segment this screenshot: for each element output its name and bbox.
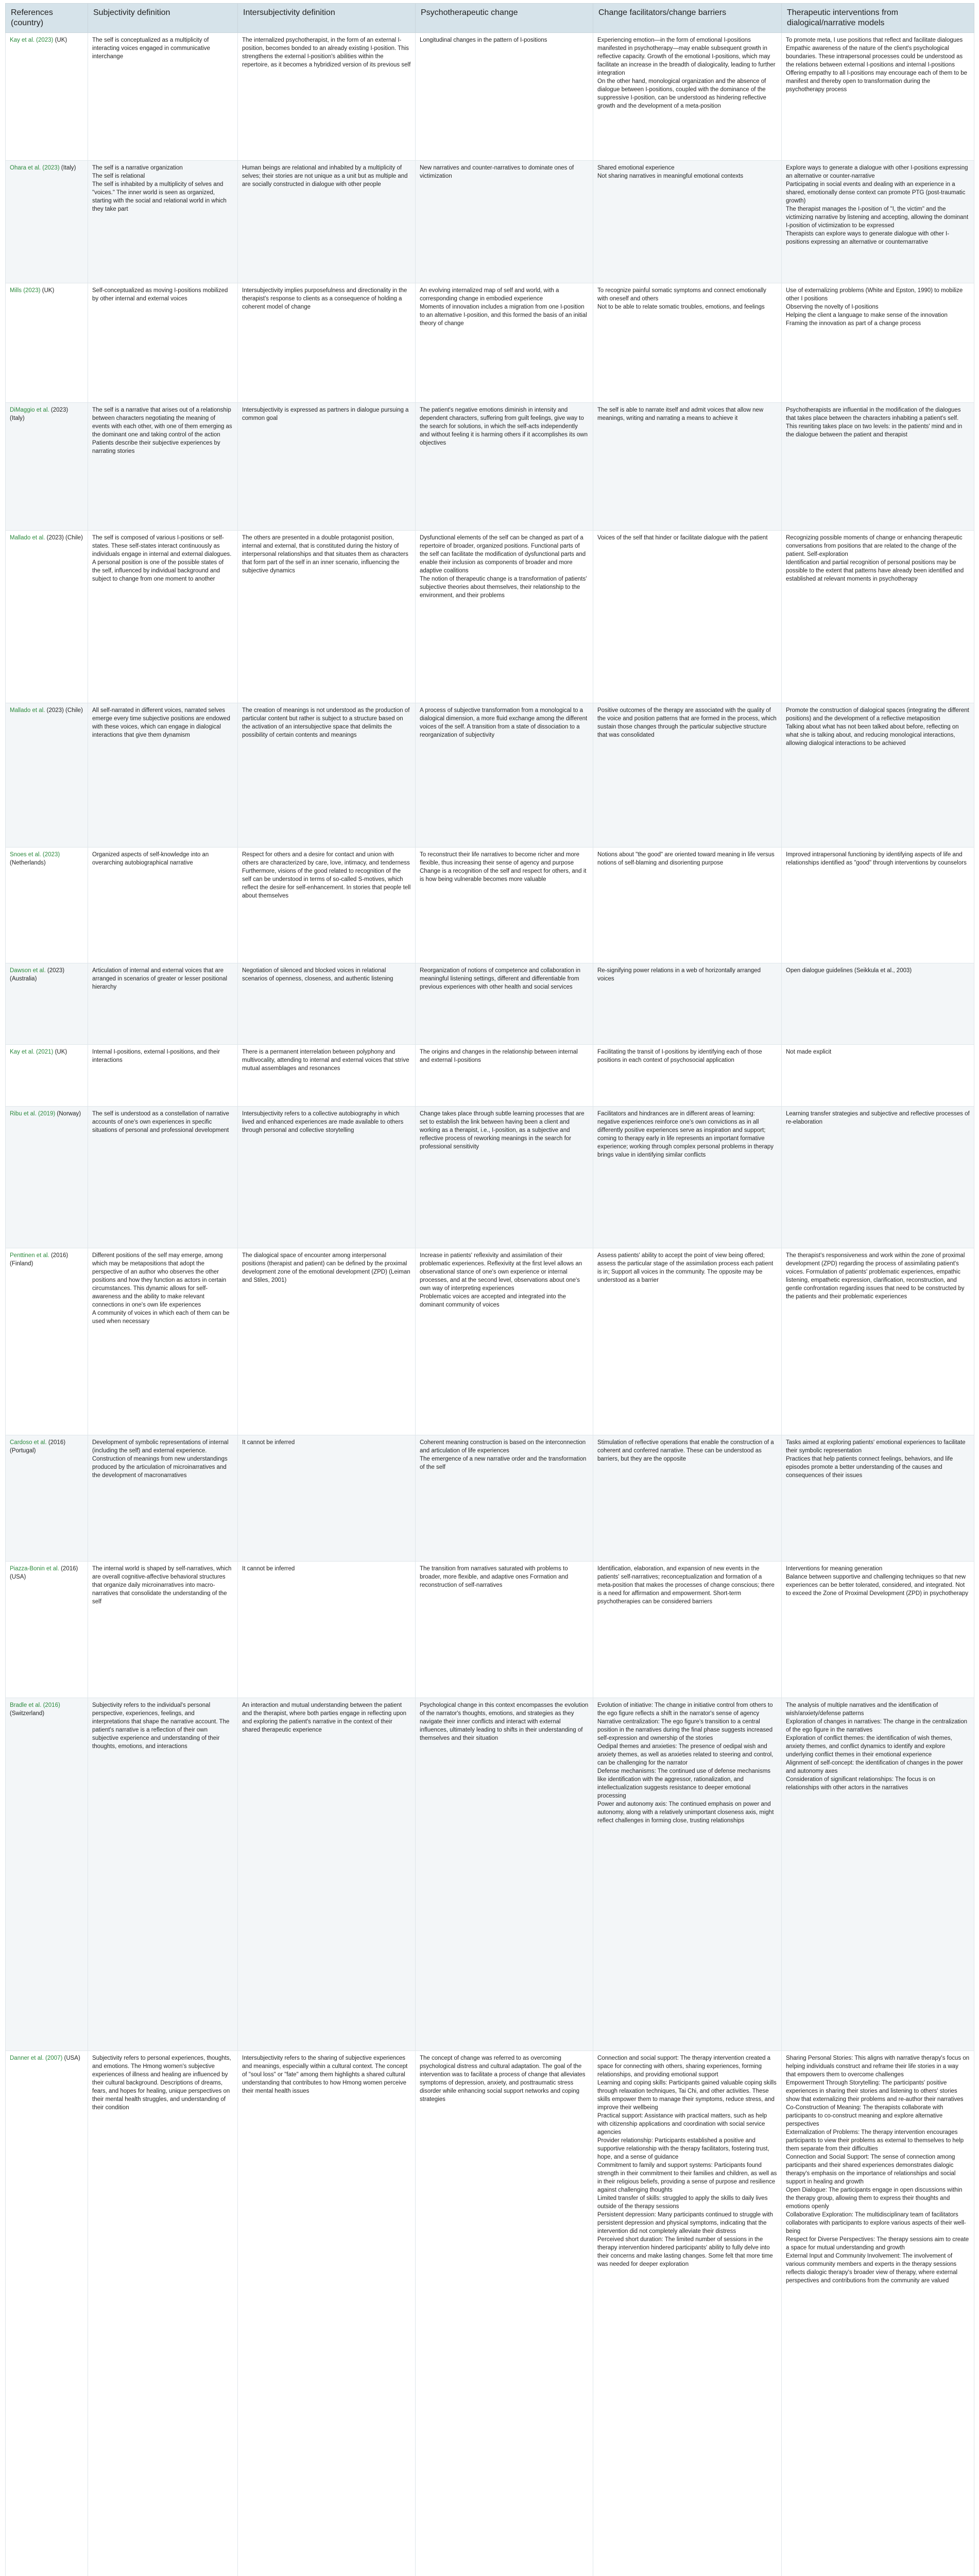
table-row [6, 1698, 974, 2051]
cell-text: The self is a narrative organization The self is relational The self is inhabited by a multiplicity of selves and "voices." The inner world is seen as organized, starting with the social and relational world in which they take part [92, 165, 227, 212]
reference-country: (2023) (Chile) [46, 535, 83, 541]
subjectivity-cell [88, 161, 238, 283]
cell-text: Organized aspects of self-knowledge into an overarching autobiographical narrative [92, 852, 209, 866]
reference-link[interactable]: Kay et al. (2021) [10, 1049, 54, 1055]
interventions-cell [782, 1562, 974, 1698]
interventions-cell [782, 531, 974, 703]
interventions-cell [782, 848, 974, 963]
interventions-cell [782, 963, 974, 1045]
cell-text: Subjectivity refers to personal experiences, thoughts, and emotions. The Hmong women's subjective experiences of illness and healing are influenced by their cultural background. Descriptions of dreams, fears, and hopes for healing, unique perspectives on their mental health struggles, and understanding of their condition [92, 2055, 231, 2111]
subjectivity-cell [88, 703, 238, 848]
change-cell [416, 33, 593, 161]
cell-text: Subjectivity refers to the individual's personal perspective, experiences, feelings, and interpretations that shape the narrative account. The patient's narrative is a reflection of their own subjective experience and understanding of their thoughts, emotions, and interactions [92, 1702, 230, 1750]
reference-country: (2016) (Portugal) [10, 1439, 66, 1454]
reference-cell [6, 2051, 88, 2576]
cell-text: A process of subjective transformation from a monological to a dialogical dimension, a more fluid exchange among the different voices of the self. A transition from a state of dissociation to a reorganization of subjectivity [420, 707, 588, 738]
subjectivity-cell [88, 1045, 238, 1107]
cell-text: Positive outcomes of the therapy are associated with the quality of the voice and position patterns that are formed in the process, which sustain those changes through the particular subjective structure that was consolidated [597, 707, 777, 738]
cell-text: Learning transfer strategies and subjective and reflective processes of re-elaboration [786, 1111, 970, 1125]
reference-country: (Netherlands) [10, 860, 46, 866]
interventions-cell [782, 403, 974, 531]
reference-link[interactable]: Dawson et al. [10, 968, 46, 974]
intersubjectivity-cell [238, 1562, 416, 1698]
table-row [6, 283, 974, 403]
reference-link[interactable]: Kay et al. (2023) [10, 37, 54, 43]
reference-cell [6, 33, 88, 161]
cell-text: Experiencing emotion—in the form of emotional I-positions manifested in psychotherapy—may enable subsequent growth in reflective capacity. Growth of the emotional I-positions, which may facilitate an increase in the breadth of dialogicality, leading to further integration On the other hand, monological organization and the absence of dialogue between I-positions, coupled with the dominance of the suppressive I-position, can be understood as hindering reflective growth and the development of a meta-position [597, 37, 776, 109]
change-cell [416, 2051, 593, 2576]
cell-text: Increase in patients' reflexivity and assimilation of their problematic experiences. Reflexivity at the first level allows an observational stance of one's own experience or internal processes, and at the second level, observations about one's own way of interpreting experiences Problematic voices are accepted and integrated into the dominant community of voices [420, 1252, 582, 1308]
cell-text: Recognizing possible moments of change or enhancing therapeutic conversations from positions that are related to the change of the patient. Self-exploration Identification and partial recognition of personal positions may be possible to the extent that patterns have already been identified and established at relevant moments in psychotherapy [786, 535, 964, 582]
table-row [6, 531, 974, 703]
cell-text: Negotiation of silenced and blocked voices in relational scenarios of openness, closeness, and authentic listening [242, 968, 393, 982]
cell-text: Human beings are relational and inhabited by a multiplicity of selves; their stories are not unique as a unit but as multiple and are socially constructed in dialogue with other people [242, 165, 408, 188]
reference-link[interactable]: Snoes et al. (2023) [10, 852, 60, 858]
cell-text: Interventions for meaning generation Balance between supportive and challenging techniques so that new experiences can be better tolerated, considered, and integrated. Not to exceed the Zone of Proximal Development (ZPD) in psychotherapy [786, 1566, 969, 1597]
cell-text: Intersubjectivity implies purposefulness and directionality in the therapist's response to clients as a consequence of holding a coherent model of change [242, 287, 407, 310]
cell-text: Re-signifying power relations in a web of horizontally arranged voices [597, 968, 761, 982]
intersubjectivity-cell [238, 963, 416, 1045]
reference-cell [6, 963, 88, 1045]
cell-text: The dialogical space of encounter among interpersonal positions (therapist and patient) can be defined by the proximal development zone of the emotional development (ZPD) (Leiman and Stiles, 2001) [242, 1252, 410, 1283]
cell-text: An interaction and mutual understanding between the patient and the therapist, where both parties engage in reflecting upon and exploring the patient's narrative in the context of their shared therapeutic experience [242, 1702, 407, 1733]
cell-text: The patient's negative emotions diminish in intensity and dependent characters, suffering from guilt feelings, give way to the search for solutions, in which the self-acts independently and without feeling it is harming others if it accomplishes its own objectives [420, 407, 588, 446]
interventions-cell [782, 33, 974, 161]
change-cell [416, 703, 593, 848]
intersubjectivity-cell [238, 403, 416, 531]
cell-text: Psychotherapists are influential in the modification of the dialogues that takes place between the characters inhabiting a patient's self. This rewriting takes place on two levels: in the patients' mind and in the dialogue between the patient and therapist [786, 407, 963, 438]
change-cell [416, 403, 593, 531]
facilitators-cell [593, 848, 782, 963]
subjectivity-cell [88, 1562, 238, 1698]
reference-country: (2016) (Finland) [10, 1252, 68, 1267]
reference-link[interactable]: Ohara et al. (2023) [10, 165, 60, 171]
facilitators-cell [593, 403, 782, 531]
cell-text: Connection and social support: The therapy intervention created a space for connecting with others, sharing experiences, forming relationships, and providing emotional support Learning and coping skills: Participants gained valuable coping skills through relaxation techniques, Tai Chi, and other activities. These skills empower them to manage their symptoms, reduce stress, and improve their wellbeing Practical support: Assistance with practical matters, such as help with citizenship applications and coordination with social service agencies Provider relationship: Participants established a positive and supportive relationship with the therapy facilitators, fostering trust, hope, and a sense of guidance Commitment to family and support systems: Participants found strength in their commitment to their families and children, as well as in their religious beliefs, providing a sense of purpose and resilience against challenging thoughts Limited transfer of skills: struggled to apply the skills to daily lives outside of the therapy sessions Persistent depression: Many participants continued to struggle with persistent depression and physical symptoms, indicating that the intervention did not completely alleviate their distress Perceived short duration: The limited number of sessions in the therapy intervention hindered participants' ability to fully delve into their concerns and make lasting changes. Some felt that more time was needed for deeper exploration [597, 2055, 777, 2267]
reference-cell [6, 1562, 88, 1698]
interventions-cell [782, 703, 974, 848]
column-header: Psychotherapeutic change [416, 4, 593, 33]
change-cell [416, 1562, 593, 1698]
cell-text: Not made explicit [786, 1049, 832, 1055]
reference-link[interactable]: Cardoso et al. [10, 1439, 47, 1446]
cell-text: Shared emotional experience Not sharing narratives in meaningful emotional contexts [597, 165, 744, 179]
cell-text: Reorganization of notions of competence and collaboration in meaningful listening settings, different and differentiable from previous experiences with other health and social services [420, 968, 580, 990]
reference-country: (2023) (Italy) [10, 407, 68, 421]
reference-cell [6, 403, 88, 531]
facilitators-cell [593, 283, 782, 403]
cell-text: Different positions of the self may emerge, among which may be metapositions that adopt the perspective of an author who observes the other positions and how they function as actors in certain circumstances. This dynamic allows for self-awareness and the ability to make relevant connections in one's own life experiences A community of voices in which each of them can be used when necessary [92, 1252, 230, 1325]
cell-text: The others are presented in a double protagonist position, internal and external, that is constituted during the history of interpersonal relationships and that situates them as characters that form part of the self in an inner scenario, influencing the subjective dynamics [242, 535, 408, 574]
subjectivity-cell [88, 283, 238, 403]
reference-link[interactable]: Mills (2023) [10, 287, 41, 294]
intersubjectivity-cell [238, 1045, 416, 1107]
cell-text: Facilitators and hindrances are in different areas of learning: negative experiences reinforce one's own convictions as in all differently positive experiences serve as inspiration and support; coming to therapy early in life represents an important formative experience; working through complex personal problems in therapy brings value in identifying similar conflicts [597, 1111, 774, 1158]
reference-cell [6, 703, 88, 848]
cell-text: Stimulation of reflective operations that enable the construction of a coherent and conferred narrative. These can be understood as barriers, but they are the opposite [597, 1439, 774, 1462]
cell-text: Facilitating the transit of I-positions by identifying each of those positions in each context of psychosocial application [597, 1049, 762, 1063]
cell-text: Intersubjectivity refers to a collective autobiography in which lived and enhanced experiences are made available to others through personal and collective storytelling [242, 1111, 404, 1133]
cell-text: Internal I-positions, external I-positions, and their interactions [92, 1049, 220, 1063]
cell-text: To reconstruct their life narratives to become richer and more flexible, thus increasing their sense of agency and purpose Change is a recognition of the self and respect for others, and it is how being vulnerable becomes more valuable [420, 852, 587, 883]
change-cell [416, 531, 593, 703]
cell-text: It cannot be inferred [242, 1566, 295, 1572]
cell-text: The self is conceptualized as a multiplicity of interacting voices engaged in communicative interchange [92, 37, 210, 60]
intersubjectivity-cell [238, 703, 416, 848]
cell-text: New narratives and counter-narratives to dominate ones of victimization [420, 165, 574, 179]
intersubjectivity-cell [238, 1698, 416, 2051]
reference-cell [6, 531, 88, 703]
reference-country: (2023) (Australia) [10, 968, 65, 982]
reference-country: (Norway) [57, 1111, 81, 1117]
interventions-cell [782, 161, 974, 283]
interventions-cell [782, 1435, 974, 1562]
facilitators-cell [593, 703, 782, 848]
reference-link[interactable]: Bradle et al. (2016) [10, 1702, 60, 1708]
change-cell [416, 1248, 593, 1435]
facilitators-cell [593, 531, 782, 703]
cell-text: The analysis of multiple narratives and the identification of wish/anxiety/defense patterns Exploration of changes in narratives: The change in the centralization of the ego figure in the narratives Exploration of conflict themes: the identification of wish themes, anxiety themes, and conflict dynamics to identify and explore underlying conflict themes in their emotional experience Alignment of self-concept: the identification of changes in the power and autonomy axes Consideration of significant relationships: The focus is on relationships with other actors in the narratives [786, 1702, 968, 1791]
subjectivity-cell [88, 531, 238, 703]
cell-text: Coherent meaning construction is based on the interconnection and articulation of life experiences The emergence of a new narrative order and the transformation of the self [420, 1439, 587, 1470]
table-row [6, 161, 974, 283]
facilitators-cell [593, 1107, 782, 1248]
table-row [6, 1107, 974, 1248]
subjectivity-cell [88, 1107, 238, 1248]
table-row [6, 33, 974, 161]
interventions-cell [782, 283, 974, 403]
cell-text: Change takes place through subtle learning processes that are set to establish the link between having been a client and working as a therapist, i.e., I-position, as a subjective and reflective process of reworking meanings in the search for professional sensitivity [420, 1111, 585, 1150]
reference-link[interactable]: Ribu et al. (2019) [10, 1111, 56, 1117]
cell-text: To recognize painful somatic symptoms and connect emotionally with oneself and others Not to be able to relate somatic troubles, emotions, and feelings [597, 287, 766, 310]
table-row [6, 963, 974, 1045]
intersubjectivity-cell [238, 33, 416, 161]
cell-text: Identification, elaboration, and expansion of new events in the patients' self-narratives; reconceptualization and formation of a meta-position that makes the processes of change conscious; there is a need for affirmation and empowerment. Short-term psychotherapies can be considered barriers [597, 1566, 775, 1605]
cell-text: An evolving internalized map of self and world, with a corresponding change in embodied experience Moments of innovation includes a migration from one I-position to an alternative I-position, and this formed the basis of an initial theory of change [420, 287, 587, 327]
change-cell [416, 161, 593, 283]
subjectivity-cell [88, 2051, 238, 2576]
cell-text: Intersubjectivity is expressed as partners in dialogue pursuing a common goal [242, 407, 409, 421]
reference-country: (UK) [42, 287, 55, 294]
intersubjectivity-cell [238, 161, 416, 283]
reference-cell [6, 1435, 88, 1562]
cell-text: Development of symbolic representations of internal (including the self) and external experience. Construction of meanings from new understandings produced by the articulation of microinarratives and the development of macronarratives [92, 1439, 229, 1479]
intersubjectivity-cell [238, 283, 416, 403]
table-row [6, 1435, 974, 1562]
reference-link[interactable]: Penttinen et al. [10, 1252, 49, 1259]
column-header: Therapeutic interventions from dialogical/narrative models [782, 4, 974, 33]
change-cell [416, 848, 593, 963]
reference-country: (2016) (USA) [10, 1566, 78, 1580]
facilitators-cell [593, 1435, 782, 1562]
cell-text: Articulation of internal and external voices that are arranged in scenarios of greater or lesser positional hierarchy [92, 968, 228, 990]
cell-text: All self-narrated in different voices, narrated selves emerge every time subjective positions are endowed with these voices, which can engage in dialogical interactions that give them dynamism [92, 707, 230, 738]
cell-text: The self is composed of various I-positions or self-states. These self-states interact continuously as individuals engage in internal and external dialogues. A personal position is one of the possible states of the self, influenced by individual background and subject to change from one moment to another [92, 535, 232, 582]
reference-link[interactable]: Piazza-Bonin et al. [10, 1566, 59, 1572]
cell-text: Improved intrapersonal functioning by identifying aspects of life and relationships identified as "good" through interventions by counselors [786, 852, 967, 866]
cell-text: To promote meta, I use positions that reflect and facilitate dialogues Empathic awareness of the nature of the client's psychological boundaries. These intrapersonal processes could be understood as the relations between external I-positions and internal I-positions Offering empathy to all I-positions may encourage each of them to be manifest and thereby open to transformation during the psychotherapy process [786, 37, 968, 93]
intersubjectivity-cell [238, 2051, 416, 2576]
cell-text: The internalized psychotherapist, in the form of an external I-position, becomes bonded to an already existing I-position. This strengthens the external I-position's abilities within the repertoire, as it becomes a hybridized version of its previous self [242, 37, 411, 68]
facilitators-cell [593, 1562, 782, 1698]
reference-country: (USA) [64, 2055, 80, 2061]
subjectivity-cell [88, 848, 238, 963]
header-row [6, 4, 974, 33]
table-row [6, 1562, 974, 1698]
cell-text: Evolution of initiative: The change in initiative control from others to the ego figure reflects a shift in the narrator's sense of agency Narrative centralization: The ego figure's transition to a central position in the narratives during the final phase suggests increased self-expression and ownership of the stories Oedipal themes and anxieties: The presence of oedipal wish and anxiety themes, as well as anxieties related to steering and control, can be challenging for the narrator Defense mechanisms: The continued use of defense mechanisms like identification with the aggressor, rationalization, and intellectualization suggests resistance to deeper emotional processing Power and autonomy axis: The continued emphasis on power and autonomy, along with a relatively unimportant closeness axis, might reflect challenges in forming close, trusting relationships [597, 1702, 774, 1824]
intersubjectivity-cell [238, 1435, 416, 1562]
reference-cell [6, 161, 88, 283]
facilitators-cell [593, 2051, 782, 2576]
cell-text: There is a permanent interrelation between polyphony and multivocality, attending to internal and external voices that strive mutual assemblages and resonances [242, 1049, 409, 1072]
change-cell [416, 1107, 593, 1248]
cell-text: Dysfunctional elements of the self can be changed as part of a repertoire of broader, organized positions. Functional parts of the self can facilitate the modification of dysfunctional parts and enable their inclusion as components of broader and more adaptive coalitions The notion of therapeutic change is a transformation of patients' subjective theories about themselves, their relationship to the environment, and their problems [420, 535, 587, 599]
interventions-cell [782, 2051, 974, 2576]
cell-text: Tasks aimed at exploring patients' emotional experiences to facilitate their symbolic representation Practices that help patients connect feelings, behaviors, and life episodes promote a better understanding of the causes and consequences of their issues [786, 1439, 966, 1479]
cell-text: Assess patients' ability to accept the point of view being offered; assess the particular stage of the assimilation process each patient is in; Support all voices in the community. The opposite may be understood as a barrier [597, 1252, 774, 1283]
facilitators-cell [593, 963, 782, 1045]
facilitators-cell [593, 1698, 782, 2051]
cell-text: Self-conceptualized as moving I-positions mobilized by other internal and external voices [92, 287, 228, 302]
subjectivity-cell [88, 33, 238, 161]
change-cell [416, 1435, 593, 1562]
subjectivity-cell [88, 1435, 238, 1562]
cell-text: The concept of change was referred to as overcoming psychological distress and cultural adaptation. The goal of the intervention was to facilitate a process of change that alleviates symptoms of depression, anxiety, and posttraumatic stress disorder while enhancing social support networks and coping strategies [420, 2055, 586, 2103]
reference-country: (UK) [55, 1049, 67, 1055]
interventions-cell [782, 1248, 974, 1435]
cell-text: The self is a narrative that arises out of a relationship between characters negotiating the meaning of events with each other, with one of them emerging as the dominant one and taking control of the action Patients describe their subjective experiences by narrating stories [92, 407, 232, 454]
facilitators-cell [593, 161, 782, 283]
subjectivity-cell [88, 403, 238, 531]
cell-text: The internal world is shaped by self-narratives, which are overall cognitive-affective behavioral structures that organize daily microinarratives into macro-narratives that consolidate the understanding of the self [92, 1566, 232, 1605]
cell-text: The transition from narratives saturated with problems to broader, more flexible, and adaptive ones Formation and reconstruction of self-narratives [420, 1566, 569, 1588]
change-cell [416, 283, 593, 403]
cell-text: The self is understood as a constellation of narrative accounts of one's own experiences in specific situations of personal and professional development [92, 1111, 229, 1133]
facilitators-cell [593, 1248, 782, 1435]
reference-country: (Italy) [61, 165, 76, 171]
facilitators-cell [593, 1045, 782, 1107]
reference-link[interactable]: Mallado et al. [10, 535, 45, 541]
reference-link[interactable]: DiMaggio et al. [10, 407, 49, 413]
cell-text: Use of externalizing problems (White and Epston, 1990) to mobilize other I positions Observing the novelty of I-positions Helping the client a language to make sense of the innovation Framing the innovation as part of a change process [786, 287, 963, 327]
intersubjectivity-cell [238, 531, 416, 703]
reference-cell [6, 1248, 88, 1435]
reference-cell [6, 848, 88, 963]
reference-cell [6, 283, 88, 403]
subjectivity-cell [88, 963, 238, 1045]
column-header: Intersubjectivity definition [238, 4, 416, 33]
cell-text: Intersubjectivity refers to the sharing of subjective experiences and meanings, especially within a cultural context. The concept of "soul loss" or "fate" among them highlights a shared cultural understanding that contributes to how Hmong women perceive their mental health issues [242, 2055, 408, 2094]
subjectivity-cell [88, 1248, 238, 1435]
cell-text: Explore ways to generate a dialogue with other I-positions expressing an alternative or counter-narrative Participating in social events and dealing with an experience in a shared, emotionally dense context can promote PTG (post-traumatic growth) The therapist manages the I-position of "I, the victim" and the victimizing narrative by listening and accepting, allowing the dominant I-position of victimization to be expressed Therapists can explore ways to generate dialogue with other I-positions expressing an alternative or counternarrative [786, 165, 969, 245]
reference-cell [6, 1107, 88, 1248]
cell-text: Longitudinal changes in the pattern of I-positions [420, 37, 547, 43]
reference-link[interactable]: Danner et al. (2007) [10, 2055, 63, 2061]
subjectivity-cell [88, 1698, 238, 2051]
intersubjectivity-cell [238, 1248, 416, 1435]
table-body [6, 33, 974, 2576]
table-row [6, 703, 974, 848]
interventions-cell [782, 1107, 974, 1248]
cell-text: Voices of the self that hinder or facilitate dialogue with the patient [597, 535, 768, 541]
reference-cell [6, 1698, 88, 2051]
table-row [6, 1248, 974, 1435]
facilitators-cell [593, 33, 782, 161]
cell-text: Promote the construction of dialogical spaces (integrating the different positions) and the development of a reflective metaposition Talking about what has not been talked about before, reflecting on what she is talking about, and reducing monological interactions, allowing dialogical interactions to be achieved [786, 707, 969, 747]
cell-text: The origins and changes in the relationship between internal and external I-positions [420, 1049, 578, 1063]
reference-cell [6, 1045, 88, 1107]
change-cell [416, 1045, 593, 1107]
cell-text: Respect for others and a desire for contact and union with others are characterized by care, love, intimacy, and tenderness Furthermore, visions of the good related to recognition of the self can be understood in terms of so-called S-motives, which reflect the desire for self-enhancement. In stories that people tell about themselves [242, 852, 411, 899]
column-header: Change facilitators/change barriers [593, 4, 782, 33]
interventions-cell [782, 1698, 974, 2051]
cell-text: Psychological change in this context encompasses the evolution of the narrator's thoughts, emotions, and strategies as they navigate their inner conflicts and interact with external influences, ultimately leading to shifts in their understanding of themselves and their situation [420, 1702, 589, 1741]
intersubjectivity-cell [238, 848, 416, 963]
cell-text: Notions about "the good" are oriented toward meaning in life versus notions of self-blaming and disorienting purpose [597, 852, 775, 866]
table-row [6, 848, 974, 963]
table-row [6, 2051, 974, 2576]
cell-text: It cannot be inferred [242, 1439, 295, 1446]
change-cell [416, 963, 593, 1045]
change-cell [416, 1698, 593, 2051]
column-header: Subjectivity definition [88, 4, 238, 33]
table-row [6, 403, 974, 531]
cell-text: The therapist's responsiveness and work within the zone of proximal development (ZPD) regarding the process of assimilating patient's voices. Formulation of patients' problematic experiences, empathic listening, empathetic expression, clarification, reconstruction, and gentle confrontation regarding issues that need to be constructed by the patients and their problematic experiences [786, 1252, 965, 1300]
cell-text: Sharing Personal Stories: This aligns with narrative therapy's focus on helping individuals construct and reframe their life stories in a way that empowers them to overcome challenges Empowerment Through Storytelling: The participants' positive experiences in sharing their stories and listening to others' stories show that externalizing their problems and re-author their narratives Co-Construction of Meaning: The therapists collaborate with participants to co-construct meaning and explore alternative perspectives Externalization of Problems: The therapy intervention encourages participants to view their problems as external to themselves to help them separate from their difficulties Connection and Social Support: The sense of connection among participants and their shared experiences demonstrates dialogic therapy's emphasis on the importance of relationships and social support in healing and growth Open Dialogue: The participants engage in open discussions within the therapy group, allowing them to express their thoughts and emotions openly Collaborative Exploration: The multidisciplinary team of facilitators collaborates with participants to explore various aspects of their well-being Respect for Diverse Perspectives: The therapy sessions aim to create a space for mutual understanding and growth External Input and Community Involvement: The involvement of various community members and experts in the therapy sessions reflects dialogic therapy's broader view of therapy, where external perspectives and contributions from the community are valued [786, 2055, 970, 2284]
interventions-cell [782, 1045, 974, 1107]
review-table [5, 3, 974, 2576]
reference-country: (Switzerland) [10, 1710, 45, 1717]
cell-text: Open dialogue guidelines (Seikkula et al., 2003) [786, 968, 912, 974]
table-row [6, 1045, 974, 1107]
reference-link[interactable]: Mallado et al. [10, 707, 45, 714]
cell-text: The self is able to narrate itself and admit voices that allow new meanings, writing and narrating a means to achieve it [597, 407, 764, 421]
cell-text: The creation of meanings is not understood as the production of particular content but rather is subject to a structure based on the activation of an intersubjective space that delimits the possibility of certain contents and meanings [242, 707, 410, 738]
column-header: References (country) [6, 4, 88, 33]
intersubjectivity-cell [238, 1107, 416, 1248]
reference-country: (UK) [55, 37, 67, 43]
reference-country: (2023) (Chile) [46, 707, 83, 714]
